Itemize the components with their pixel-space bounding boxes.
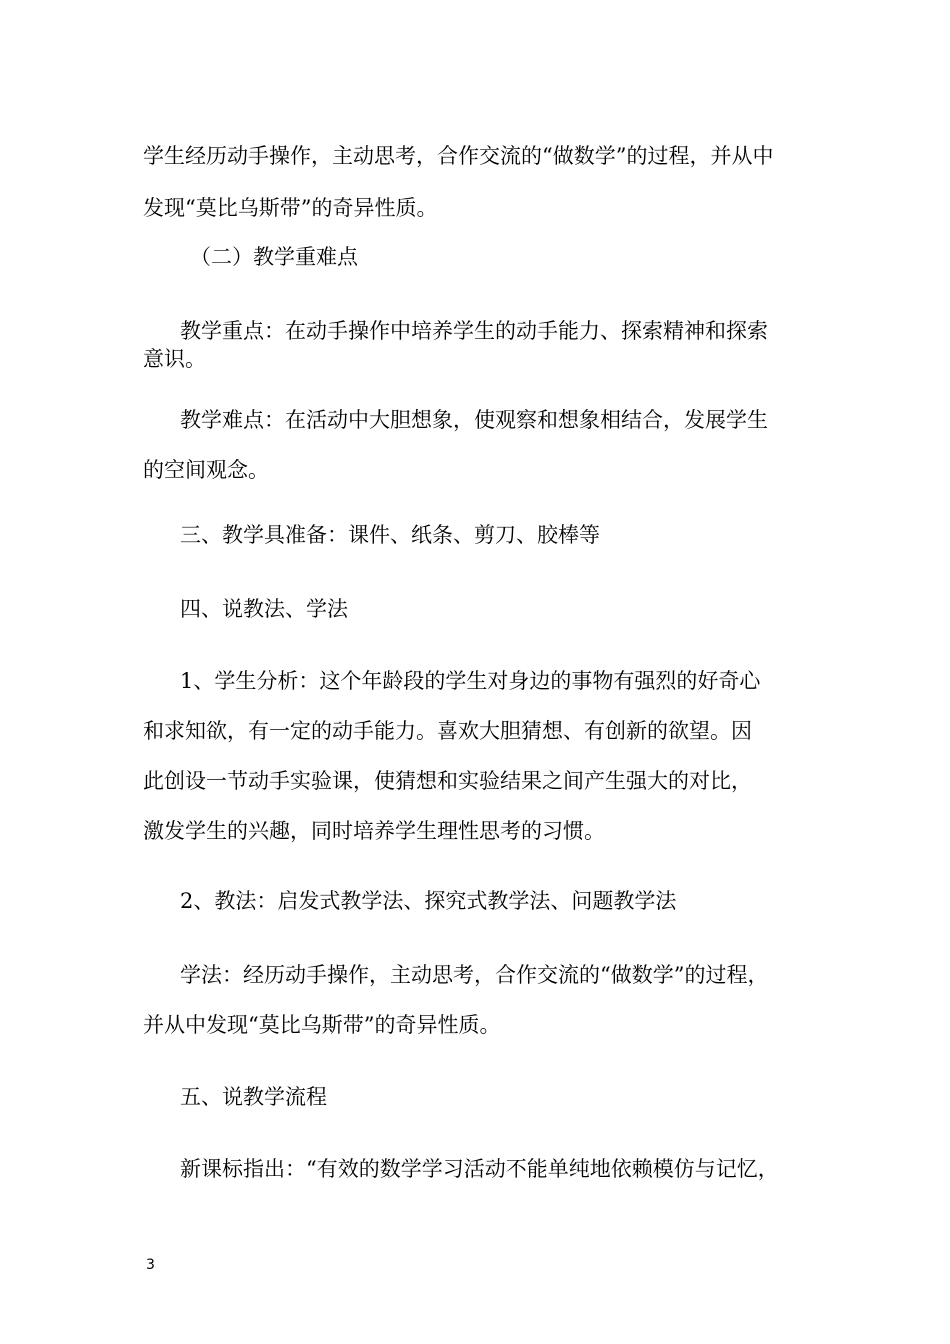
text-line: 2、教法：启发式教学法、探究式教学法、问题教学法	[180, 889, 677, 913]
text-line: 学生经历动手操作，主动思考，合作交流的“做数学”的过程，并从中	[143, 144, 774, 168]
section-heading: 五、说教学流程	[180, 1085, 327, 1109]
text-line: 的空间观念。	[143, 458, 269, 482]
text-line: 教学重点：在动手操作中培养学生的动手能力、探索精神和探索	[180, 319, 768, 343]
text-line: 教学难点：在活动中大胆想象，使观察和想象相结合，发展学生	[180, 408, 768, 432]
text-line: 意识。	[143, 347, 206, 371]
section-heading: 四、说教法、学法	[180, 597, 348, 621]
section-heading: 三、教学具准备：课件、纸条、剪刀、胶棒等	[180, 523, 600, 547]
text-line: 1、学生分析：这个年龄段的学生对身边的事物有强烈的好奇心	[180, 669, 761, 693]
text-line: 并从中发现“莫比乌斯带”的奇异性质。	[143, 1013, 501, 1037]
text-line: 新课标指出：“有效的数学学习活动不能单纯地依赖模仿与记忆，	[180, 1157, 779, 1181]
text-line: 此创设一节动手实验课，使猜想和实验结果之间产生强大的对比，	[143, 769, 752, 793]
text-line: 发现“莫比乌斯带”的奇异性质。	[143, 196, 438, 220]
text-line: 学法：经历动手操作，主动思考，合作交流的“做数学”的过程，	[180, 963, 769, 987]
text-line: 激发学生的兴趣，同时培养学生理性思考的习惯。	[143, 819, 605, 843]
text-line: 和求知欲，有一定的动手能力。喜欢大胆猜想、有创新的欲望。因	[143, 719, 752, 743]
page-number: 3	[146, 1257, 155, 1273]
section-heading: （二）教学重难点	[190, 245, 358, 269]
